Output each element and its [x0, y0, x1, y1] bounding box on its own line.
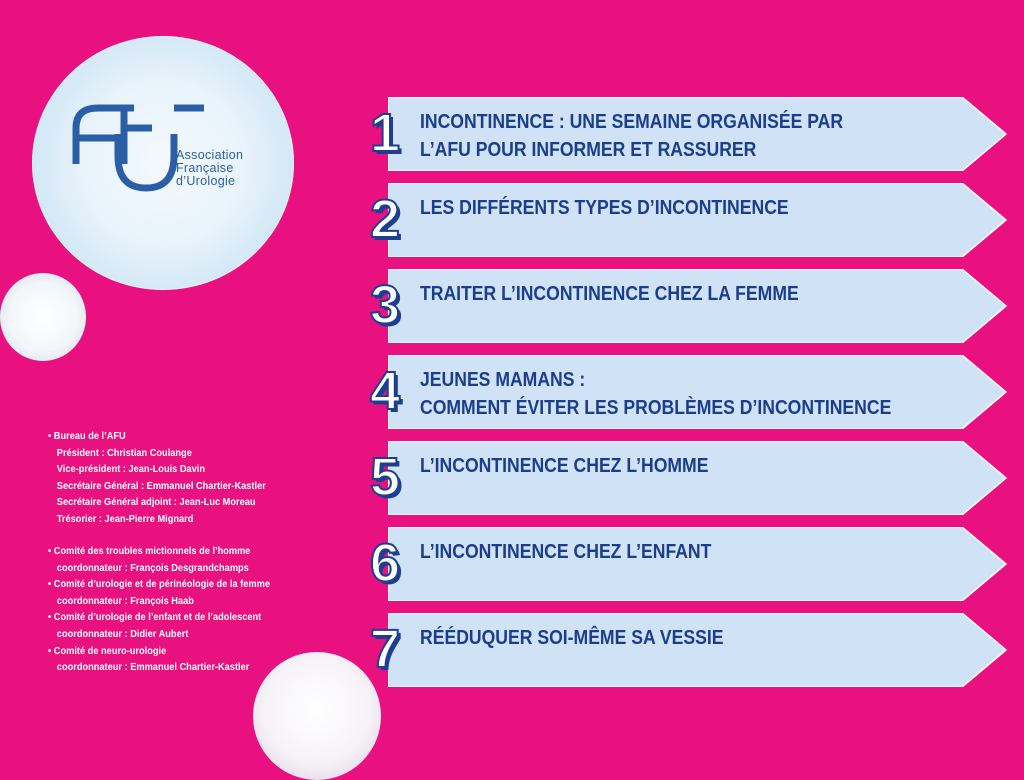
logo-text-line: d’Urologie — [176, 174, 236, 188]
chapter-5[interactable] — [360, 441, 1010, 515]
chapter-title-line1: RÉÉDUQUER SOI-MÊME SA VESSIE — [420, 627, 724, 649]
chapter-title — [420, 624, 895, 652]
logo-text — [176, 149, 243, 188]
bureau-line: Secrétaire Général : Emmanuel Chartier-Kastler — [56, 479, 266, 492]
chapter-4[interactable] — [360, 355, 1010, 429]
chapter-3[interactable] — [360, 269, 1010, 343]
logo-text-line: Association — [176, 148, 244, 162]
chapter-number: 2 — [369, 189, 401, 249]
bureau-line: Secrétaire Général adjoint : Jean-Luc Moreau — [56, 496, 256, 509]
chapter-title — [420, 108, 895, 164]
chapter-6[interactable] — [360, 527, 1010, 601]
chapter-number: 1 — [369, 103, 401, 163]
chapter-title — [420, 538, 895, 566]
bureau-heading: • Bureau de l’AFU — [48, 430, 126, 442]
chapter-title — [420, 452, 895, 480]
chapter-title-line1: JEUNES MAMANS : — [420, 369, 586, 391]
chapter-number: 7 — [369, 619, 401, 679]
logo-text-line: Française — [176, 161, 234, 175]
comite-coordinator: coordonnateur : Didier Aubert — [56, 627, 189, 640]
chapter-title-line1: LES DIFFÉRENTS TYPES D’INCONTINENCE — [420, 197, 789, 219]
chapter-number: 6 — [369, 533, 401, 593]
chapter-number: 4 — [369, 361, 401, 421]
chapter-number: 3 — [369, 275, 401, 335]
chapter-title — [420, 366, 895, 422]
comite-heading: • Comité d’urologie et de périnéologie de la femme — [48, 578, 270, 591]
comite-coordinator: coordonnateur : François Desgrandchamps — [56, 561, 249, 574]
chapter-title-line2: COMMENT ÉVITER LES PROBLÈMES D’INCONTINENCE — [420, 397, 892, 419]
chapter-title — [420, 280, 895, 308]
chapter-7[interactable] — [360, 613, 1010, 687]
chapter-title-line1: INCONTINENCE : UNE SEMAINE ORGANISÉE PAR — [420, 111, 844, 133]
bureau-info — [48, 428, 266, 528]
chapter-number: 5 — [369, 447, 401, 507]
bureau-line: Président : Christian Coulange — [56, 446, 192, 459]
chapter-title — [420, 194, 895, 222]
comite-coordinator: coordonnateur : Emmanuel Chartier-Kastler — [56, 661, 250, 674]
chapter-title-line2: L’AFU POUR INFORMER ET RASSURER — [420, 139, 757, 161]
chapter-2[interactable] — [360, 183, 1010, 257]
bureau-line: Trésorier : Jean-Pierre Mignard — [56, 512, 194, 525]
decorative-bubble-small — [0, 273, 86, 361]
bureau-line: Vice-président : Jean-Louis Davin — [56, 463, 206, 476]
chapter-title-line1: L’INCONTINENCE CHEZ L’ENFANT — [420, 541, 712, 563]
chapter-1[interactable] — [360, 97, 1010, 171]
chapter-title-line1: TRAITER L’INCONTINENCE CHEZ LA FEMME — [420, 283, 799, 305]
comite-coordinator: coordonnateur : François Haab — [56, 594, 194, 607]
chapter-title-line1: L’INCONTINENCE CHEZ L’HOMME — [420, 455, 709, 477]
comite-heading: • Comité d’urologie de l’enfant et de l’adolescent — [48, 611, 262, 624]
comites-info — [48, 543, 270, 676]
comite-heading: • Comité des troubles mictionnels de l’homme — [48, 545, 251, 557]
comite-heading: • Comité de neuro-urologie — [48, 644, 167, 657]
